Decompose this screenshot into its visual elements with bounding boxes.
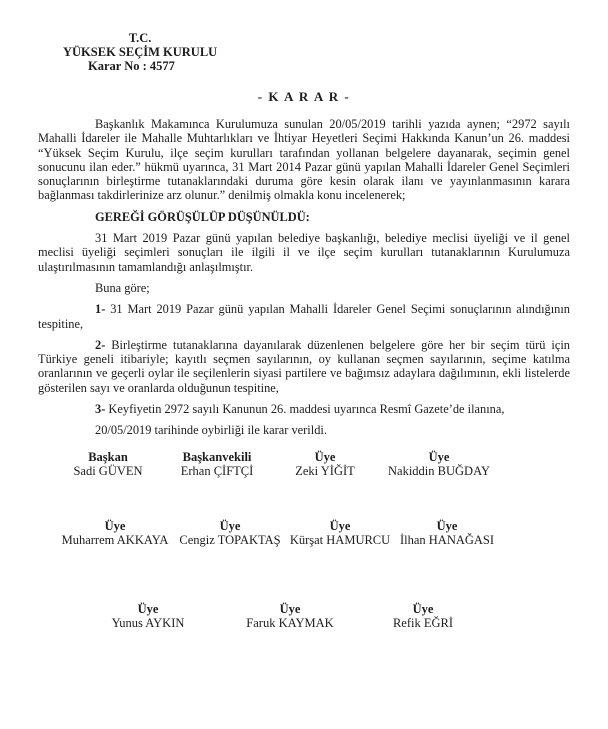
- signature-title: Üye: [412, 602, 434, 616]
- signature-block: [179, 519, 280, 548]
- item-number-1: 1-: [95, 302, 106, 317]
- ruling-heading: GEREĞİ GÖRÜŞÜLÜP DÜŞÜNÜLDÜ:: [95, 209, 310, 224]
- signature-name: Muharrem AKKAYA: [61, 533, 169, 548]
- decision-title: - K A R A R -: [257, 89, 351, 104]
- paragraph-findings: 31 Mart 2019 Pazar günü yapılan belediye başkanlığı, belediye meclisi üyeliği ve il genel meclisi üyeliği seçimleri sonuçları ile ilgili il ve ilçe seçim kurulları tutanaklarının Kurulumuza ulaştırılmasının tamamlandığı anlaşılmıştır.: [38, 231, 570, 274]
- signature-row-1: [0, 450, 608, 482]
- signature-name: Kürşat HAMURCU: [289, 533, 391, 548]
- letterhead-institution: YÜKSEK SEÇİM KURULU: [63, 45, 218, 59]
- signature-title: Üye: [137, 602, 159, 616]
- paragraph-closing: 20/05/2019 tarihinde oybirliği ile karar verildi.: [95, 423, 327, 438]
- signature-title: Başkan: [88, 450, 128, 464]
- signature-block: [290, 519, 390, 548]
- signature-block: [295, 450, 355, 479]
- signature-name: Refik EĞRİ: [392, 616, 454, 631]
- letterhead-state: T.C.: [128, 31, 152, 45]
- signature-name: İlhan HANAĞASI: [399, 533, 495, 548]
- signature-title: Üye: [314, 450, 336, 464]
- signature-row-2: [0, 519, 608, 551]
- signature-block: [400, 519, 494, 548]
- decision-body: [38, 117, 570, 438]
- signature-title: Üye: [279, 602, 301, 616]
- signature-name: Yunus AYKIN: [111, 616, 185, 631]
- letterhead-decision-number: Karar No : 4577: [88, 59, 175, 73]
- signature-title: Üye: [329, 519, 351, 533]
- signature-name: Nakiddin BUĞDAY: [388, 464, 490, 479]
- signature-title: Üye: [104, 519, 126, 533]
- signature-block: [246, 602, 333, 631]
- signature-name: Erhan ÇİFTÇİ: [180, 464, 254, 479]
- signature-row-3: [0, 602, 608, 634]
- signature-block: [73, 450, 142, 479]
- signature-block: [393, 602, 453, 631]
- numbered-item-1: [38, 302, 570, 331]
- item-number-2: 2-: [95, 337, 106, 352]
- item-text-2: Birleştirme tutanaklarına dayanılarak düzenlenen belgelere göre her bir seçim türü için Türkiye geneli itibariyle; kayıtlı seçmen sayılarının, oy kullanan seçmen sayılarının, seçime katılma oranlarının ve geçerli oylar ile seçilenlerin siyasi partilere ve bağımsız adaylara dağılımının, ekli listelerde gösterilen sayı ve oranlarda olduğunun tespitine,: [38, 337, 570, 395]
- signature-block: [181, 450, 254, 479]
- paragraph-buna-gore: Buna göre;: [95, 280, 150, 295]
- item-text-3: Keyfiyetin 2972 sayılı Kanunun 26. maddesi uyarınca Resmî Gazete’de ilanına,: [105, 402, 505, 417]
- numbered-item-3: [38, 402, 570, 416]
- signature-name: Cengiz TOPAKTAŞ: [179, 533, 281, 548]
- signature-title: Üye: [219, 519, 241, 533]
- signature-name: Sadi GÜVEN: [73, 464, 143, 479]
- item-text-1: 31 Mart 2019 Pazar günü yapılan Mahalli İdareler Genel Seçimi sonuçlarının alındığının tespitine,: [38, 302, 570, 331]
- numbered-item-2: [38, 338, 570, 395]
- signature-name: Faruk KAYMAK: [246, 616, 334, 631]
- signature-title: Üye: [428, 450, 450, 464]
- signature-title: Üye: [436, 519, 458, 533]
- item-number-3: 3-: [95, 402, 106, 417]
- letterhead: [63, 31, 217, 73]
- signature-block: [62, 519, 169, 548]
- signature-name: Zeki YİĞİT: [295, 464, 355, 479]
- signature-title: Başkanvekili: [182, 450, 252, 464]
- paragraph-referral: Başkanlık Makamınca Kurulumuza sunulan 20/05/2019 tarihli yazıda aynen; “2972 sayılı Mahalli İdareler ile Mahalle Muhtarlıkları ve İhtiyar Heyetleri Seçimi Hakkında Kanun’un 26. maddesi “Yüksek Seçim Kurulu, ilçe seçim kurulları tarafından yollanan belgelere dayanarak, seçimin genel sonucunu ilan eder.” hükmü uyarınca, 31 Mart 2014 Pazar günü yapılan Mahalli İdareler Genel Seçimleri sonuçlarının birleştirme tutanaklarındaki duruma göre kesin olarak ilanı ve yayınlanmasının karara bağlanması takdirlerinize arz olunur.” denilmiş olmakla konu incelenerek;: [38, 117, 570, 203]
- signature-block: [112, 602, 185, 631]
- signature-block: [388, 450, 490, 479]
